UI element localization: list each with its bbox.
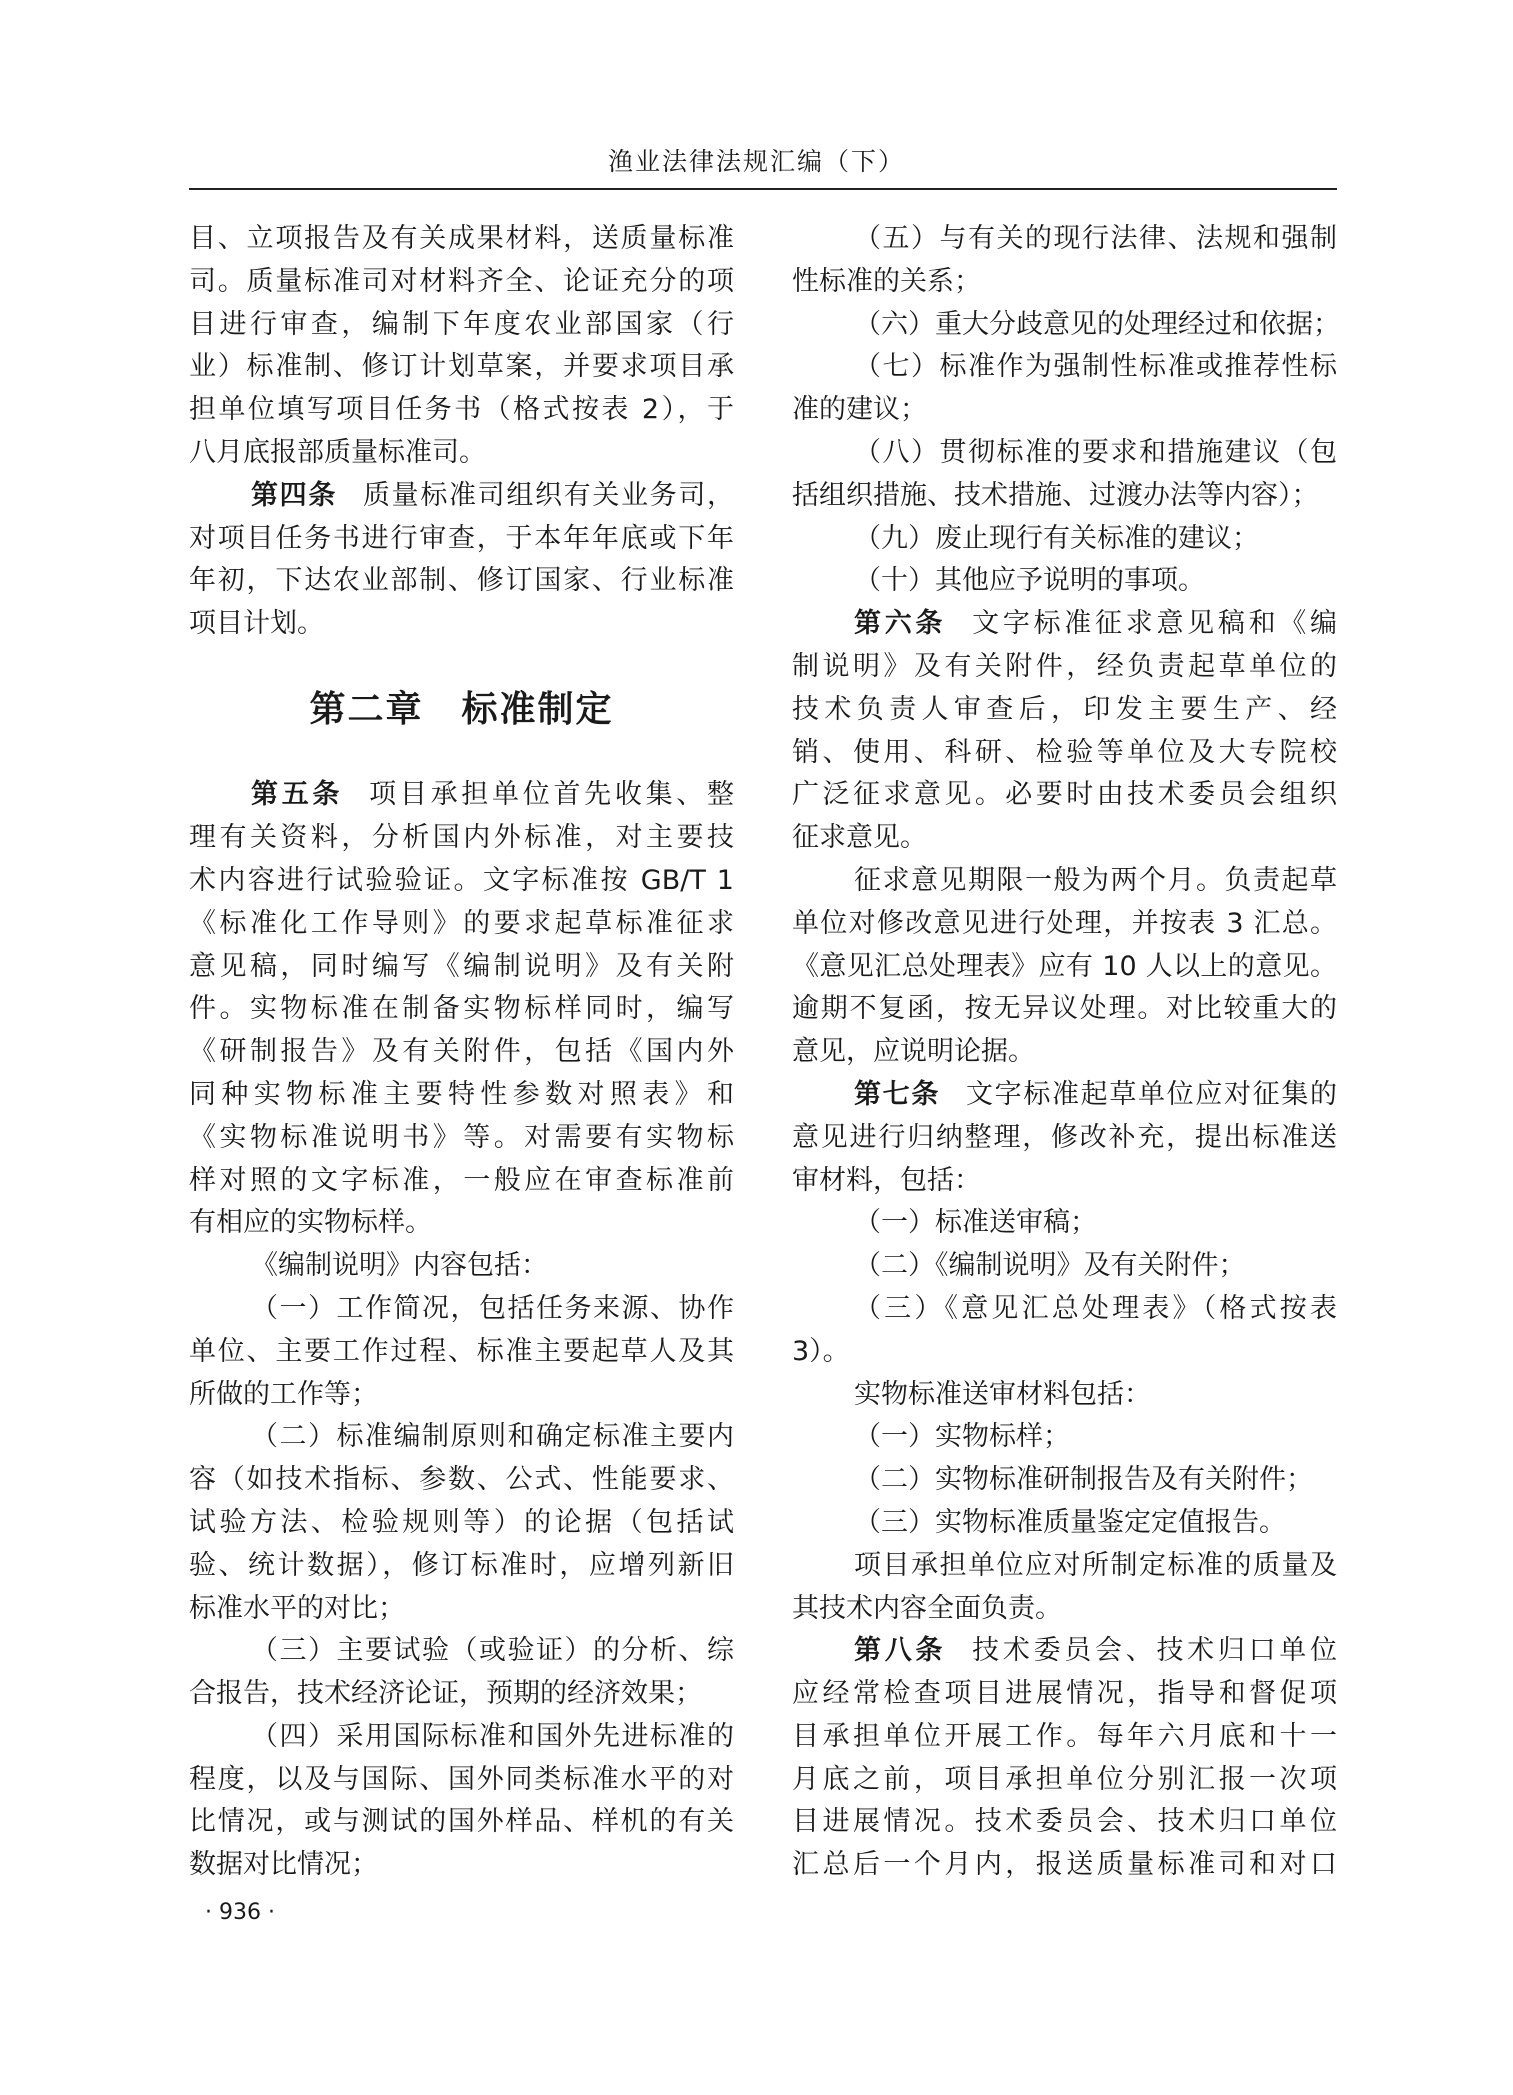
text-line [189, 1588, 734, 1631]
left-column-after-heading [189, 774, 734, 1887]
text-line [189, 1074, 734, 1117]
text-line [189, 1160, 734, 1203]
line-text: 《标准化工作导则》的要求起草标准征求 [189, 907, 734, 939]
text-line [792, 1160, 1337, 1203]
line-text: 准的建议； [792, 394, 927, 426]
text-line [189, 988, 734, 1031]
line-text: （八）贯彻标准的要求和措施建议（包 [854, 436, 1337, 468]
line-text: 术内容进行试验验证。文字标准按 GB/T 1 [189, 864, 734, 896]
line-text: 性标准的关系； [792, 265, 981, 297]
line-text: 文字标准起草单位应对征集的 [966, 1078, 1337, 1110]
text-line [189, 603, 734, 646]
line-text: （七）标准作为强制性标准或推荐性标 [854, 351, 1337, 383]
line-text: 目承担单位开展工作。每年六月底和十一 [792, 1720, 1337, 1752]
line-text: 件。实物标准在制备实物标样同时，编写 [189, 993, 734, 1025]
text-line [189, 1630, 734, 1673]
text-line [189, 1202, 734, 1245]
line-text: （二）实物标准研制报告及有关附件； [854, 1464, 1313, 1496]
text-line [189, 1416, 734, 1459]
line-text: （二）标准编制原则和确定标准主要内 [251, 1421, 734, 1453]
line-text: （三）《意见汇总处理表》（格式按表 [854, 1292, 1337, 1324]
article-number: 第六条 [854, 608, 947, 640]
text-line [792, 261, 1337, 304]
line-text: （一）实物标样； [854, 1421, 1070, 1453]
line-text: 《研制报告》及有关附件，包括《国内外 [189, 1036, 734, 1068]
line-text: 目、立项报告及有关成果材料，送质量标准 [189, 223, 734, 254]
text-line [189, 346, 734, 389]
line-text: 审材料，包括： [792, 1164, 981, 1196]
line-text: 八月底报部质量标准司。 [189, 436, 486, 468]
line-text: 理有关资料，分析国内外标准，对主要技 [189, 822, 734, 854]
line-text: （九）废止现行有关标准的建议； [854, 522, 1259, 554]
line-text: （五）与有关的现行法律、法规和强制 [854, 223, 1337, 254]
text-line [189, 218, 734, 261]
line-text: 同种实物标准主要特性参数对照表》和 [189, 1078, 734, 1110]
line-text: 《意见汇总处理表》应有 10 人以上的意见。 [792, 950, 1337, 982]
line-text: 样对照的文字标准，一般应在审查标准前 [189, 1164, 734, 1196]
line-text: 实物标准送审材料包括： [854, 1378, 1151, 1410]
text-line [792, 988, 1337, 1031]
text-line [189, 1374, 734, 1417]
text-line [792, 346, 1337, 389]
line-text: 应经常检查项目进展情况，指导和督促项 [792, 1678, 1337, 1710]
text-line [792, 218, 1337, 261]
article-number: 第四条 [251, 479, 337, 511]
line-text: 销、使用、科研、检验等单位及大专院校 [792, 736, 1337, 768]
right-column-text [792, 218, 1340, 1887]
text-line [792, 817, 1337, 860]
line-text: 3）。 [792, 1335, 850, 1367]
line-text: 目进展情况。技术委员会、技术归口单位 [792, 1806, 1337, 1838]
text-line [189, 1031, 734, 1074]
text-line [792, 389, 1337, 432]
page-number: · 936 · [205, 1900, 275, 1925]
line-text: 技术委员会、技术归口单位 [972, 1635, 1338, 1667]
line-text: 目进行审查，编制下年度农业部国家（行 [189, 308, 734, 340]
text-line [792, 1117, 1337, 1160]
text-line [792, 518, 1337, 561]
line-text: 制说明》及有关附件，经负责起草单位的 [792, 650, 1337, 682]
line-text: 验、统计数据），修订标准时，应增列新旧 [189, 1549, 734, 1581]
text-line [792, 1801, 1337, 1844]
line-text: 标准水平的对比； [189, 1592, 405, 1624]
text-line [189, 1288, 734, 1331]
line-text: 意见稿，同时编写《编制说明》及有关附 [189, 950, 734, 982]
text-line [792, 1759, 1337, 1802]
text-line [792, 1630, 1337, 1673]
line-text: 月底之前，项目承担单位分别汇报一次项 [792, 1763, 1337, 1795]
text-line [189, 261, 734, 304]
text-line [792, 1288, 1337, 1331]
text-line [792, 603, 1337, 646]
text-line [792, 1716, 1337, 1759]
line-text: 其技术内容全面负责。 [792, 1592, 1062, 1624]
line-text: 所做的工作等； [189, 1378, 378, 1410]
text-line [189, 1545, 734, 1588]
text-line [189, 1459, 734, 1502]
text-line [189, 817, 734, 860]
text-line [189, 475, 734, 518]
text-line [189, 1801, 734, 1844]
text-line [792, 946, 1337, 989]
text-line [189, 389, 734, 432]
text-line [189, 946, 734, 989]
text-line [792, 475, 1337, 518]
line-text: 试验方法、检验规则等）的论据（包括试 [189, 1506, 734, 1538]
text-line [189, 304, 734, 347]
line-text: 文字标准征求意见稿和《编 [972, 608, 1338, 640]
line-text: 容（如技术指标、参数、公式、性能要求、 [189, 1464, 734, 1496]
line-text: 担单位填写项目任务书（格式按表 2），于 [189, 394, 734, 426]
line-text: （三）实物标准质量鉴定定值报告。 [854, 1506, 1286, 1538]
text-line [189, 1716, 734, 1759]
article-number: 第八条 [854, 1635, 947, 1667]
line-text: 单位、主要工作过程、标准主要起草人及其 [189, 1335, 734, 1367]
line-text: （二）《编制说明》及有关附件； [854, 1250, 1246, 1282]
line-text: 司。质量标准司对材料齐全、论证充分的项 [189, 265, 734, 297]
line-text: 技术负责人审查后，印发主要生产、经 [792, 693, 1337, 725]
text-line [792, 1545, 1337, 1588]
running-header-title: 渔业法律法规汇编（下） [607, 147, 905, 176]
text-line [792, 1245, 1337, 1288]
line-text: 质量标准司组织有关业务司， [363, 479, 734, 511]
text-line [189, 1331, 734, 1374]
text-line [792, 1074, 1337, 1117]
line-text: 征求意见。 [792, 822, 927, 854]
line-text: 比情况，或与测试的国外样品、样机的有关 [189, 1806, 734, 1838]
text-line [189, 1117, 734, 1160]
text-line [189, 1673, 734, 1716]
text-line [189, 1502, 734, 1545]
line-text: （十）其他应予说明的事项。 [854, 565, 1205, 597]
right-column [792, 218, 1340, 1887]
line-text: 合报告，技术经济论证，预期的经济效果； [189, 1678, 702, 1710]
text-line [792, 774, 1337, 817]
text-line [792, 1502, 1337, 1545]
article-number: 第七条 [854, 1078, 940, 1110]
article-number: 第五条 [251, 779, 344, 811]
text-line [792, 1673, 1337, 1716]
line-text: （一）标准送审稿； [854, 1207, 1097, 1239]
line-text: 括组织措施、技术措施、过渡办法等内容）； [792, 479, 1319, 511]
line-text: 《编制说明》内容包括： [251, 1250, 548, 1282]
text-line [792, 1459, 1337, 1502]
line-text: （三）主要试验（或验证）的分析、综 [251, 1635, 734, 1667]
line-text: 广泛征求意见。必要时由技术委员会组织 [792, 779, 1337, 811]
text-line [792, 646, 1337, 689]
text-line [792, 1031, 1337, 1074]
text-line [792, 903, 1337, 946]
text-line [189, 560, 734, 603]
text-line [792, 732, 1337, 775]
text-line [189, 774, 734, 817]
line-text: 对项目任务书进行审查，于本年年底或下年 [189, 522, 734, 554]
line-text: 意见进行归纳整理，修改补充，提出标准送 [792, 1121, 1337, 1153]
line-text: 数据对比情况； [189, 1849, 378, 1881]
left-column-before-heading [189, 218, 734, 646]
line-text: 项目承担单位应对所制定标准的质量及 [854, 1549, 1337, 1581]
text-line [189, 1844, 734, 1887]
left-column [189, 218, 734, 1887]
line-text: 逾期不复函，按无异议处理。对比较重大的 [792, 993, 1337, 1025]
text-line [189, 860, 734, 903]
line-text: 征求意见期限一般为两个月。负责起草 [854, 864, 1337, 896]
header-divider [189, 188, 1337, 190]
text-line [792, 1374, 1337, 1417]
text-line [792, 1202, 1337, 1245]
text-line [189, 432, 734, 475]
text-line [189, 1245, 734, 1288]
text-line [792, 304, 1340, 347]
chapter-heading: 第二章 标准制定 [309, 688, 614, 730]
line-text: 有相应的实物标样。 [189, 1207, 432, 1239]
line-text: 《实物标准说明书》等。对需要有实物标 [189, 1121, 734, 1153]
text-line [792, 689, 1337, 732]
line-text: 意见，应说明论据。 [792, 1036, 1035, 1068]
text-line [792, 1588, 1337, 1631]
text-line [792, 860, 1337, 903]
line-text: （一）工作简况，包括任务来源、协作 [251, 1292, 734, 1324]
line-text: 单位对修改意见进行处理，并按表 3 汇总。 [792, 907, 1337, 939]
text-line [189, 903, 734, 946]
text-line [792, 1416, 1337, 1459]
text-line [189, 1759, 734, 1802]
line-text: （六）重大分歧意见的处理经过和依据； [854, 308, 1340, 340]
line-text: 项目承担单位首先收集、整 [369, 779, 735, 811]
text-line [189, 518, 734, 561]
text-line [792, 560, 1337, 603]
line-text: 年初，下达农业部制、修订国家、行业标准 [189, 565, 734, 597]
line-text: 项目计划。 [189, 608, 324, 640]
line-text: 业）标准制、修订计划草案，并要求项目承 [189, 351, 734, 383]
line-text: 程度，以及与国际、国外同类标准水平的对 [189, 1763, 734, 1795]
text-line [792, 1331, 1337, 1374]
text-line [792, 432, 1337, 475]
line-text: （四）采用国际标准和国外先进标准的 [251, 1720, 734, 1752]
text-line [792, 1844, 1337, 1887]
line-text: 汇总后一个月内，报送质量标准司和对口 [792, 1849, 1337, 1881]
